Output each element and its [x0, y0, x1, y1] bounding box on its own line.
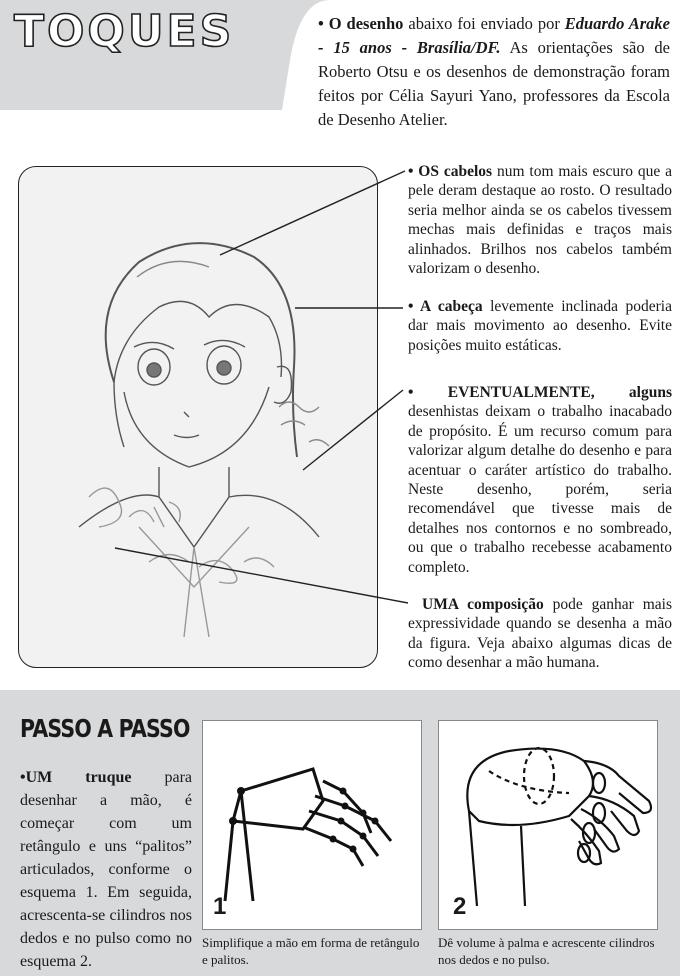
step-by-step-body: para desenhar a mão, é começar com um retângulo e uns “palitos” articulados, conforme o esquema 1. Em seguida, acrescenta-se cilindros nos dedos e no pulso como no esquema 2. [20, 769, 193, 970]
note-unfinished-text: desenhistas deixam o trabalho inacabado de propósito. É um recurso comum para valorizar algum detalhe do desenho e para acentuar o caráter artístico do trabalho. Neste desenho, porém, seria recomendável que tivesse mais de detalhes nos contornos e no sombreado, ou que o trabalho recebesse acabamento completo. [408, 403, 672, 576]
diagram-2-number: 2 [453, 893, 467, 920]
step-by-step-title: PASSO A PASSO [20, 714, 190, 743]
diagram-1-caption: Simplifique a mão em forma de retângulo e palitos. [202, 935, 420, 967]
page-title: TOQUES [14, 6, 235, 57]
note-composition [408, 595, 672, 673]
step-by-step-text [20, 766, 192, 973]
note-unfinished-lead: • EVENTUALMENTE, alguns [408, 384, 672, 401]
hand-skeleton-diagram [203, 721, 421, 929]
note-composition-lead: UMA composição [422, 596, 544, 613]
step-by-step-lead: •UM truque [20, 769, 132, 786]
note-composition-text: pode ganhar mais expressividade quando se desenha a mão da figura. Veja abaixo algumas dicas de como desenhar a mão humana. [408, 596, 672, 672]
intro-text-1: abaixo foi enviado por [403, 14, 565, 33]
note-hair-text: num tom mais escuro que a pele deram destaque ao rosto. O resultado seria melhor ainda se os cabelos tivessem mechas mais definidas e traços mais alinhados. Brilhos nos cabelos também valorizam o desenho. [408, 163, 672, 278]
diagram-2-caption: Dê volume à palma e acrescente cilindros nos dedos e no pulso. [438, 935, 655, 967]
intro-text-2: As orientações são de Roberto Otsu e os desenhos de demonstração foram feitos por Célia Sayuri Yano, professores da Escola de Desenho Atelier. [318, 38, 670, 129]
note-head [408, 297, 672, 355]
hand-volume-diagram [439, 721, 657, 929]
note-hair-lead: • OS cabelos [408, 163, 493, 180]
note-head-text: levemente inclinada poderia dar mais movimento ao desenho. Evite posições muito estáticas. [408, 298, 672, 354]
diagram-2-panel [438, 720, 658, 930]
diagram-1-number: 1 [213, 893, 227, 920]
note-unfinished [408, 383, 672, 577]
intro-prefix: • O desenho [318, 14, 404, 33]
intro-author: Eduardo Arake - 15 anos - Brasília/DF. [318, 14, 670, 57]
diagram-1-panel [202, 720, 422, 930]
note-hair [408, 162, 672, 278]
note-head-lead: • A cabeça [408, 298, 483, 315]
